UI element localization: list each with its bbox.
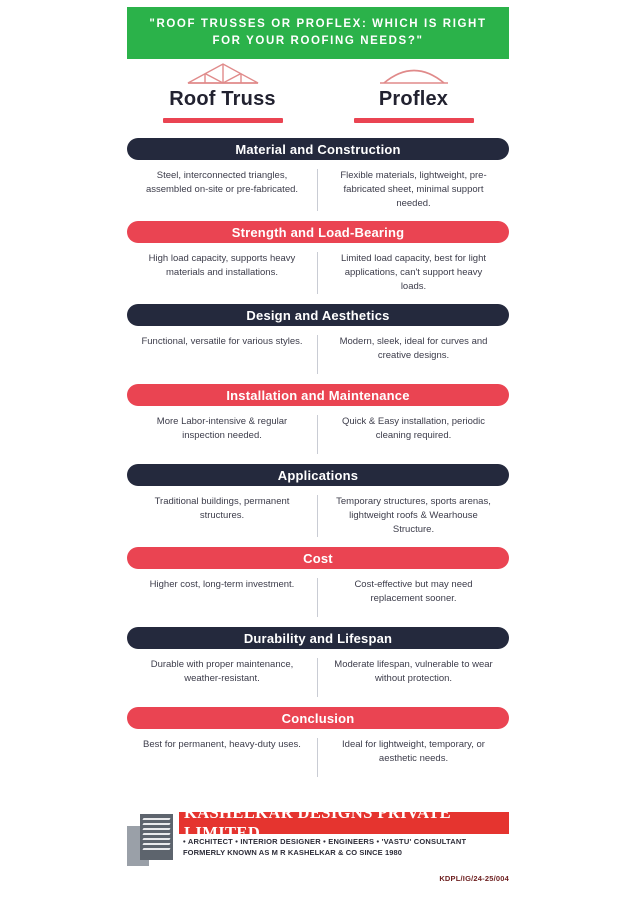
row-cell-left: High load capacity, supports heavy materials and installations. [127,252,318,294]
company-formerly: FORMERLY KNOWN AS M R KASHELKAR & CO SINCE 1980 [183,848,403,857]
column-header-proflex [318,60,509,135]
row-cell-left: Higher cost, long-term investment. [127,578,318,617]
company-logo-icon [127,814,173,866]
comparison-row [127,304,509,384]
comparison-row [127,627,509,707]
row-body [127,729,509,787]
company-name: KASHELKAR DESIGNS PRIVATE LIMITED [184,803,452,842]
column-underline [163,118,283,123]
row-cell-left: Durable with proper maintenance, weather-resistant. [127,658,318,697]
row-cell-right: Ideal for lightweight, temporary, or aesthetic needs. [342,739,485,764]
row-cell-right: Limited load capacity, best for light applications, can't support heavy loads. [340,253,487,292]
roof-truss-icon [185,60,261,86]
row-cell-left: More Labor-intensive & regular inspection needed. [127,415,318,454]
comparison-row [127,138,509,221]
row-body [127,160,509,221]
comparison-row [127,221,509,304]
row-body [127,649,509,707]
row-cell-left: Steel, interconnected triangles, assembled on-site or pre-fabricated. [127,169,318,211]
row-title-conclusion: Conclusion [127,707,509,729]
row-cell-right: Cost-effective but may need replacement sooner. [354,579,473,604]
comparison-row [127,464,509,547]
company-services: • ARCHITECT • INTERIOR DESIGNER • ENGINEERS • 'VASTU' CONSULTANT [183,837,467,846]
row-title-material-and-construction: Material and Construction [127,138,509,160]
header-banner [127,7,509,59]
company-text-block [173,803,509,857]
column-title: Proflex [378,88,449,110]
comparison-rows [127,138,509,787]
row-body [127,569,509,627]
footer-branding [127,803,509,883]
row-title-strength-and-load-bearing: Strength and Load-Bearing [127,221,509,243]
row-body [127,243,509,304]
row-cell-left: Functional, versatile for various styles. [127,335,318,374]
row-cell-right: Moderate lifespan, vulnerable to wear without protection. [334,659,493,684]
row-cell-right: Flexible materials, lightweight, pre-fabricated sheet, minimal support needed. [340,170,487,209]
row-cell-right: Temporary structures, sports arenas, lightweight roofs & Wearhouse Structure. [336,496,491,535]
comparison-row [127,547,509,627]
row-cell-right: Quick & Easy installation, periodic cleaning required. [341,416,486,441]
column-title: Roof Truss [169,88,276,110]
column-underline [354,118,474,123]
page-title: "ROOF TRUSSES OR PROFLEX: WHICH IS RIGHT FOR YOUR ROOFING NEEDS?" [149,18,487,47]
row-cell-left: Best for permanent, heavy-duty uses. [127,738,318,777]
document-code: KDPL/IG/24-25/004 [439,874,509,883]
arch-dome-icon [376,60,452,86]
row-cell-right: Modern, sleek, ideal for curves and creative designs. [339,336,488,361]
row-title-applications: Applications [127,464,509,486]
row-title-cost: Cost [127,547,509,569]
row-title-installation-and-maintenance: Installation and Maintenance [127,384,509,406]
comparison-column-headers [127,60,509,135]
row-title-durability-and-lifespan: Durability and Lifespan [127,627,509,649]
row-cell-left: Traditional buildings, permanent structures. [127,495,318,537]
row-body [127,486,509,547]
comparison-row [127,384,509,464]
column-header-roof-truss [127,60,318,135]
logo-stripes [143,818,170,856]
comparison-row [127,707,509,787]
row-body [127,406,509,464]
row-body [127,326,509,384]
row-title-design-and-aesthetics: Design and Aesthetics [127,304,509,326]
